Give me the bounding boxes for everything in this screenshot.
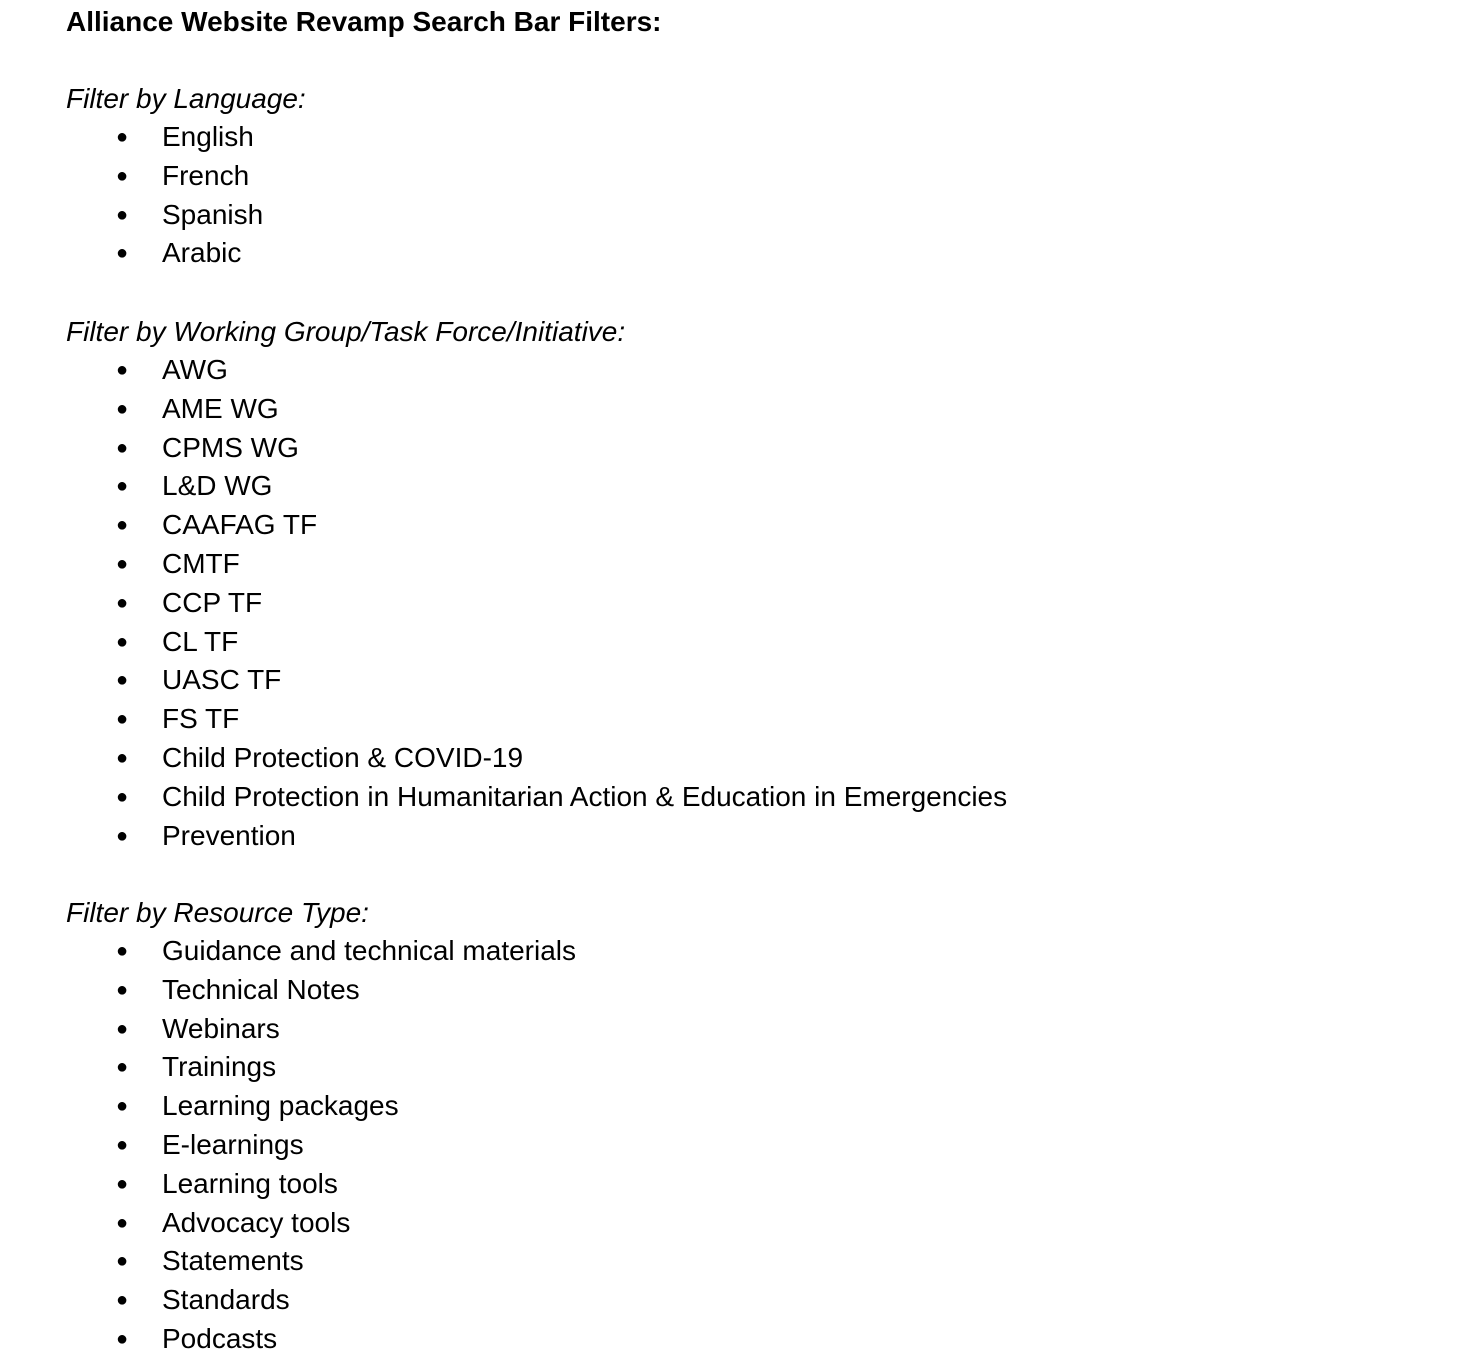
bullet-icon: ● [116,203,129,226]
list-item-label: Webinars [162,1012,280,1044]
bullet-icon: ● [116,785,129,808]
bullet-icon: ● [116,746,129,769]
list-item-label: Trainings [162,1051,277,1083]
list-item-label: Arabic [162,237,242,269]
list-item-label: English [162,121,254,152]
bullet-icon: ● [116,978,129,1001]
list-item-label: Advocacy tools [162,1206,351,1238]
bullet-icon: ● [116,1211,129,1234]
bullet-icon: ● [116,1133,129,1156]
bullet-icon: ● [116,708,129,731]
bullet-icon: ● [116,1250,129,1273]
bullet-icon: ● [116,1017,129,1040]
list-item-label: CAAFAG TF [162,509,318,541]
list-item-label: French [162,159,250,191]
section-heading-working-group: Filter by Working Group/Task Force/Initiative: [66,316,626,347]
bullet-icon: ● [116,630,129,653]
bullet-icon: ● [116,552,129,575]
bullet-icon: ● [116,242,129,265]
list-item-label: AME WG [162,392,279,424]
list-item-label: CL TF [162,625,239,657]
list-item-label: Child Protection & COVID-19 [162,741,524,773]
bullet-icon: ● [116,591,129,614]
list-item-label: Statements [162,1245,304,1277]
bullet-icon: ● [116,1289,129,1312]
section-heading-language: Filter by Language: [66,83,306,114]
list-item-label: FS TF [162,703,240,735]
bullet-icon: ● [116,397,129,420]
bullet-icon: ● [116,1172,129,1195]
list-item-label: Child Protection in Humanitarian Action & Education in Emergencies [162,780,1008,812]
list-item-label: Learning packages [162,1090,399,1122]
section-heading-resource-type: Filter by Resource Type: [66,897,369,928]
list-item-label: E-learnings [162,1128,304,1160]
bullet-icon: ● [116,436,129,459]
bullet-icon: ● [116,359,129,381]
bullet-icon: ● [116,1327,129,1350]
bullet-icon: ● [116,126,129,148]
bullet-icon: ● [116,824,129,847]
list-item-label: Technical Notes [162,973,360,1005]
list-item-label: CMTF [162,547,240,579]
bullet-icon: ● [116,164,129,187]
bullet-icon: ● [116,940,129,962]
bullet-icon: ● [116,475,129,498]
document-title: Alliance Website Revamp Search Bar Filters: [66,6,662,37]
list-item-label: Learning tools [162,1167,338,1199]
list-item-label: Guidance and technical materials [162,935,577,966]
bullet-icon: ● [116,514,129,537]
list-item-label: CPMS WG [162,431,299,463]
list-item-label: Podcasts [162,1322,278,1354]
list-item-label: Prevention [162,819,296,851]
list-item-label: CCP TF [162,586,263,618]
list-item-label: L&D WG [162,470,273,502]
bullet-icon: ● [116,669,129,692]
list-item-label: AWG [162,354,228,385]
list-item-label: Standards [162,1284,290,1316]
bullet-icon: ● [116,1056,129,1079]
list-item-label: Spanish [162,198,264,230]
list-item-label: UASC TF [162,664,282,696]
bullet-icon: ● [116,1095,129,1118]
